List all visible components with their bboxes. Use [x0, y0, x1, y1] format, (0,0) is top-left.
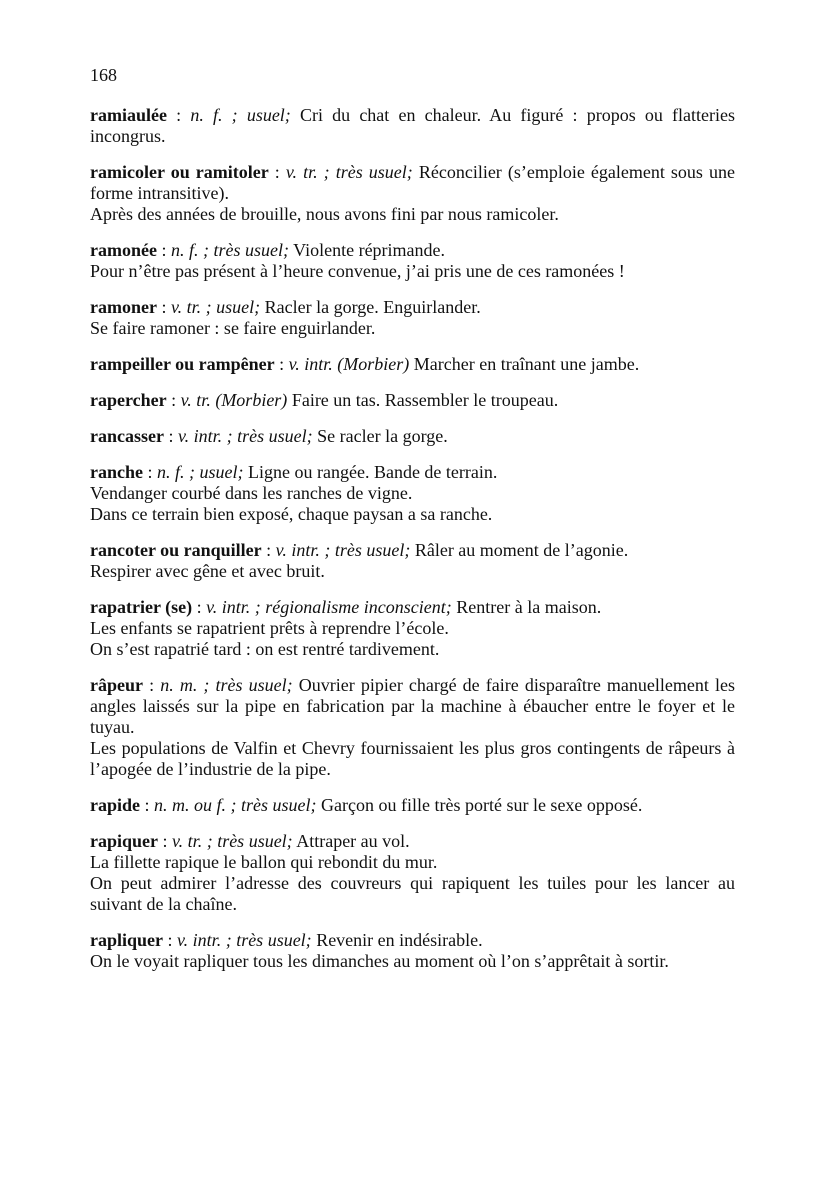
dictionary-entry — [90, 930, 735, 972]
entry-definition: Rentrer à la maison. — [456, 597, 602, 617]
entry-definition: Faire un tas. Rassembler le troupeau. — [291, 390, 559, 410]
entry-grammar: v. tr. ; usuel; — [171, 297, 261, 317]
entry-definition: Réconcilier (s’emploie également sous une forme intransitive). — [90, 162, 735, 203]
entry-headword: ramicoler ou ramitoler — [90, 162, 269, 182]
entry-example: Se faire ramoner : se faire enguirlander. — [90, 318, 376, 338]
entry-definition: Garçon ou fille très porté sur le sexe opposé. — [321, 795, 643, 815]
entry-headword: rancasser — [90, 426, 164, 446]
dictionary-entry — [90, 540, 735, 582]
entry-headword: rapliquer — [90, 930, 164, 950]
entry-example: Respirer avec gêne et avec bruit. — [90, 561, 325, 581]
dictionary-entry — [90, 795, 735, 816]
dictionary-entry — [90, 240, 735, 282]
entry-headword: ramoner — [90, 297, 157, 317]
entry-definition-line: râpeur : n. m. ; très usuel; Ouvrier pipier chargé de faire disparaître manuellement les angles laissés sur la pipe en fabrication par la machine à ébaucher entre le foyer et le tuyau. — [90, 675, 735, 737]
dictionary-entry — [90, 105, 735, 147]
entry-headword: ramonée — [90, 240, 157, 260]
entry-grammar: v. intr. (Morbier) — [288, 354, 410, 374]
entry-headword: ramiaulée — [90, 105, 167, 125]
entry-grammar: v. intr. ; très usuel; — [178, 426, 313, 446]
entry-example: Dans ce terrain bien exposé, chaque paysan a sa ranche. — [90, 504, 493, 524]
entry-definition-line: rancasser : v. intr. ; très usuel; Se racler la gorge. — [90, 426, 448, 446]
entry-definition: Ligne ou rangée. Bande de terrain. — [248, 462, 498, 482]
entry-grammar: n. f. ; très usuel; — [171, 240, 289, 260]
dictionary-entry — [90, 675, 735, 780]
entry-headword: rapatrier (se) — [90, 597, 193, 617]
entry-example: On le voyait rapliquer tous les dimanches au moment où l’on s’apprêtait à sortir. — [90, 951, 669, 971]
entry-list — [90, 105, 735, 972]
entry-definition-line: ramonée : n. f. ; très usuel; Violente réprimande. — [90, 240, 446, 260]
entry-definition-line: rapatrier (se) : v. intr. ; régionalisme inconscient; Rentrer à la maison. — [90, 597, 602, 617]
entry-definition-line: ramicoler ou ramitoler : v. tr. ; très usuel; Réconcilier (s’emploie également sous une forme intransitive). — [90, 162, 735, 203]
entry-example: Pour n’être pas présent à l’heure convenue, j’ai pris une de ces ramonées ! — [90, 261, 625, 281]
entry-definition: Râler au moment de l’agonie. — [414, 540, 629, 560]
dictionary-entry — [90, 297, 735, 339]
entry-definition: Attraper au vol. — [296, 831, 410, 851]
page-number: 168 — [90, 65, 117, 85]
dictionary-entry — [90, 390, 735, 411]
entry-definition-line: rapercher : v. tr. (Morbier) Faire un tas. Rassembler le troupeau. — [90, 390, 559, 410]
entry-grammar: v. intr. ; très usuel; — [177, 930, 312, 950]
entry-definition-line: ramoner : v. tr. ; usuel; Racler la gorge. Enguirlander. — [90, 297, 481, 317]
entry-headword: ranche — [90, 462, 143, 482]
entry-example: Les enfants se rapatrient prêts à reprendre l’école. — [90, 618, 449, 638]
entry-definition-line: ramiaulée : n. f. ; usuel; Cri du chat en chaleur. Au figuré : propos ou flatteries incongrus. — [90, 105, 736, 146]
entry-grammar: v. tr. ; très usuel; — [172, 831, 293, 851]
entry-definition: Cri du chat en chaleur. Au figuré : propos ou flatteries incongrus. — [90, 105, 736, 146]
entry-headword: rampeiller ou rampêner — [90, 354, 275, 374]
entry-grammar: v. tr. ; très usuel; — [285, 162, 413, 182]
entry-headword: rancoter ou ranquiller — [90, 540, 262, 560]
entry-grammar: v. intr. ; régionalisme inconscient; — [206, 597, 452, 617]
entry-headword: râpeur — [90, 675, 143, 695]
entry-definition: Se racler la gorge. — [317, 426, 448, 446]
entry-grammar: v. tr. (Morbier) — [180, 390, 288, 410]
entry-example: On s’est rapatrié tard : on est rentré tardivement. — [90, 639, 440, 659]
dictionary-entry — [90, 162, 735, 225]
entry-example: La fillette rapique le ballon qui rebondit du mur. — [90, 852, 438, 872]
dictionary-entry — [90, 426, 735, 447]
entry-headword: rapiquer — [90, 831, 159, 851]
dictionary-entry — [90, 354, 735, 375]
entry-definition-line: rapiquer : v. tr. ; très usuel; Attraper au vol. — [90, 831, 410, 851]
entry-grammar: n. f. ; usuel; — [190, 105, 291, 125]
dictionary-entry — [90, 597, 735, 660]
entry-definition: Ouvrier pipier chargé de faire disparaître manuellement les angles laissés sur la pipe en fabrication par la machine à ébaucher entre le foyer et le tuyau. — [90, 675, 735, 737]
entry-grammar: n. m. ou f. ; très usuel; — [154, 795, 317, 815]
entry-example: On peut admirer l’adresse des couvreurs qui rapiquent les tuiles pour les lancer au suivant de la chaîne. — [90, 873, 735, 914]
entry-definition-line: rapide : n. m. ou f. ; très usuel; Garçon ou fille très porté sur le sexe opposé. — [90, 795, 643, 815]
entry-definition: Revenir en indésirable. — [316, 930, 483, 950]
entry-headword: rapercher — [90, 390, 167, 410]
entry-example: Vendanger courbé dans les ranches de vigne. — [90, 483, 413, 503]
entry-definition: Marcher en traînant une jambe. — [413, 354, 640, 374]
entry-headword: rapide — [90, 795, 141, 815]
entry-grammar: v. intr. ; très usuel; — [275, 540, 411, 560]
entry-definition-line: rancoter ou ranquiller : v. intr. ; très usuel; Râler au moment de l’agonie. — [90, 540, 629, 560]
entry-definition-line: rampeiller ou rampêner : v. intr. (Morbier) Marcher en traînant une jambe. — [90, 354, 640, 374]
entry-example: Les populations de Valfin et Chevry fournissaient les plus gros contingents de râpeurs à l’apogée de l’industrie de la pipe. — [90, 738, 735, 779]
entry-grammar: n. m. ; très usuel; — [160, 675, 293, 695]
entry-example: Après des années de brouille, nous avons fini par nous ramicoler. — [90, 204, 559, 224]
dictionary-entry — [90, 831, 735, 915]
entry-definition: Violente réprimande. — [293, 240, 446, 260]
entry-definition-line: rapliquer : v. intr. ; très usuel; Revenir en indésirable. — [90, 930, 483, 950]
entry-definition-line: ranche : n. f. ; usuel; Ligne ou rangée. Bande de terrain. — [90, 462, 498, 482]
dictionary-entry — [90, 462, 735, 525]
entry-definition: Racler la gorge. Enguirlander. — [264, 297, 481, 317]
entry-grammar: n. f. ; usuel; — [157, 462, 244, 482]
